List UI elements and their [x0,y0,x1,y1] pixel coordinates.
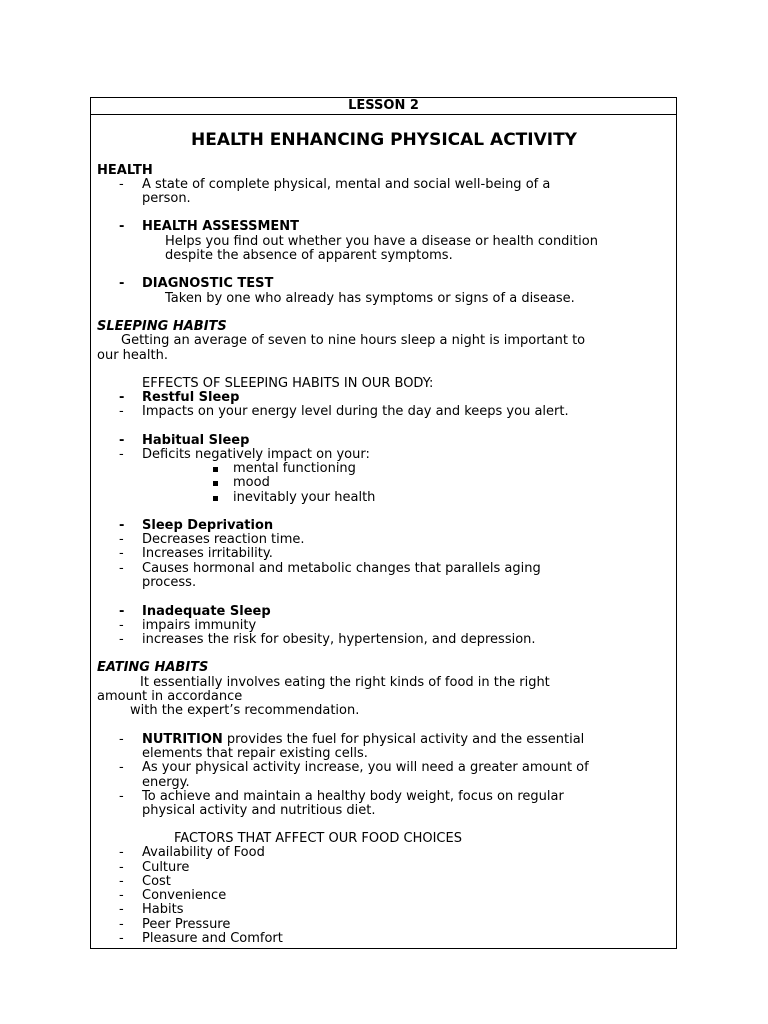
dash: - [119,760,124,775]
habitual-sleep-text: Deficits negatively impact on your: [142,447,370,462]
dash: - [119,604,125,619]
dash: - [119,390,125,405]
dash: - [119,732,124,747]
deprivation-item-1: Decreases reaction time. [142,532,305,547]
deprivation-item-3a: Causes hormonal and metabolic changes that parallels aging [142,561,541,576]
factor-item: Convenience [142,888,227,903]
dash: - [119,618,124,633]
health-assessment-text-1: Helps you find out whether you have a disease or health condition [165,234,598,249]
dash: - [119,532,124,547]
eating-intro-2: amount in accordance [97,689,243,704]
bullet-item: inevitably your health [233,490,376,505]
sleeping-habits-heading: SLEEPING HABITS [97,319,227,334]
sleeping-intro-1: Getting an average of seven to nine hours sleep a night is important to [121,333,586,348]
dash: - [119,447,124,462]
dash: - [119,177,124,192]
health-assessment-text-2: despite the absence of apparent symptoms. [165,248,453,263]
factor-item: Culture [142,860,190,875]
dash: - [119,860,124,875]
dash: - [119,888,124,903]
dash: - [119,902,124,917]
health-assessment-heading: HEALTH ASSESSMENT [142,219,300,234]
dash: - [119,561,124,576]
activity-line-2: energy. [142,775,190,790]
dash: - [119,404,124,419]
dash: - [119,276,125,291]
eating-habits-heading: EATING HABITS [97,660,209,675]
nutrition-label: NUTRITION [142,732,223,747]
diagnostic-test-text: Taken by one who already has symptoms or signs of a disease. [165,291,575,306]
dash: - [119,632,124,647]
habitual-sleep-heading: Habitual Sleep [142,433,250,448]
lesson-label: LESSON 2 [91,98,676,115]
eating-intro-3: with the expert’s recommendation. [130,703,360,718]
sleeping-intro-2: our health. [97,348,168,363]
dash: - [119,874,124,889]
eating-intro-1: It essentially involves eating the right kinds of food in the right [140,675,550,690]
factor-item: Habits [142,902,184,917]
health-def-1: A state of complete physical, mental and social well-being of a [142,177,551,192]
bullet-square-icon [213,496,218,501]
factor-item: Availability of Food [142,845,265,860]
page-title: HEALTH ENHANCING PHYSICAL ACTIVITY [190,130,577,150]
factor-item: Pleasure and Comfort [142,931,283,946]
restful-sleep-heading: Restful Sleep [142,390,240,405]
dash: - [119,845,124,860]
weight-line-2: physical activity and nutritious diet. [142,803,376,818]
deprivation-item-2: Increases irritability. [142,546,273,561]
dash: - [119,789,124,804]
nutrition-text: provides the fuel for physical activity and the essential [222,732,585,747]
bullet-square-icon [213,467,218,472]
factors-heading: FACTORS THAT AFFECT OUR FOOD CHOICES [174,831,462,846]
bullet-square-icon [213,481,218,486]
factor-item: Cost [142,874,171,889]
dash: - [119,917,124,932]
inadequate-sleep-heading: Inadequate Sleep [142,604,271,619]
effects-heading: EFFECTS OF SLEEPING HABITS IN OUR BODY: [142,376,434,391]
sleep-deprivation-heading: Sleep Deprivation [142,518,274,533]
inadequate-item-2: increases the risk for obesity, hypertension, and depression. [142,632,536,647]
dash: - [119,433,125,448]
dash: - [119,931,124,946]
dash: - [119,518,125,533]
restful-sleep-text: Impacts on your energy level during the day and keeps you alert. [142,404,569,419]
health-heading: HEALTH [97,163,153,178]
bullet-item: mental functioning [233,461,356,476]
deprivation-item-3b: process. [142,575,197,590]
activity-line-1: As your physical activity increase, you will need a greater amount of [142,760,589,775]
factor-item: Peer Pressure [142,917,231,932]
dash: - [119,219,125,234]
bullet-item: mood [233,475,270,490]
diagnostic-test-heading: DIAGNOSTIC TEST [142,276,274,291]
inadequate-item-1: impairs immunity [142,618,257,633]
dash: - [119,546,124,561]
health-def-2: person. [142,191,191,206]
weight-line-1: To achieve and maintain a healthy body weight, focus on regular [142,789,564,804]
nutrition-line-2: elements that repair existing cells. [142,746,368,761]
